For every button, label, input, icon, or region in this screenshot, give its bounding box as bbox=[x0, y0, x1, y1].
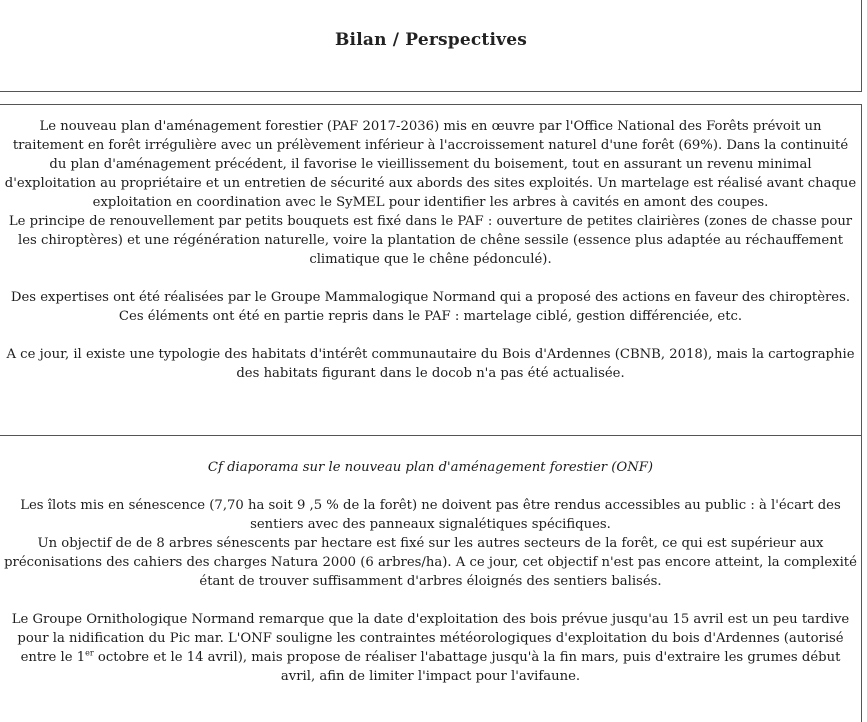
paragraph-habitat-typology: A ce jour, il existe une typologie des habitats d'intérêt communautaire du Bois d'Ardennes (CBNB, 2018), mais la cartographie des habitats figurant dans le docob n'a pas été actualisée. bbox=[6, 347, 855, 381]
paragraph-paf-plan: Le nouveau plan d'aménagement forestier (PAF 2017-2036) mis en œuvre par l'Office National des Forêts prévoit un traitement en forêt irrégulière avec un prélèvement inférieur à l'accroissement naturel d'une forêt (69%). Dans la continuité du plan d'aménagement précédent, il favorise le vieillissement du boisement, tout en assurant un revenu minimal d'exploitation au propriétaire et un entretien de sécurité aux abords des sites exploités. Un martelage est réalisé avant chaque exploitation en coordination avec le SyMEL pour identifier les arbres à cavités en amont des coupes. bbox=[4, 119, 857, 210]
paragraph-renewal-principle: Le principe de renouvellement par petits bouquets est fixé dans le PAF : ouverture de petites clairières (zones de chasse pour les chiroptères) et une régénération naturelle, voire la plantation de chêne sessile (essence plus adaptée au réchauffement climatique que le chêne pédonculé). bbox=[8, 214, 853, 267]
page-title: Bilan / Perspectives bbox=[334, 30, 527, 50]
title-box bbox=[0, 0, 862, 92]
ornithology-text-start: Le Groupe Ornithologique Normand remarque que la date d'exploitation des bois prévue jusqu'au 15 avril est un peu tardive pour la nidification du Pic mar. L'ONF souligne les contraintes météorologiques d'exploitation du bois d'Ardennes (autorisé entre le 1 bbox=[11, 612, 850, 665]
section-perspectives bbox=[0, 436, 862, 722]
paragraph-gap bbox=[4, 326, 857, 345]
paragraph-gap bbox=[4, 269, 857, 288]
section-assessment bbox=[0, 104, 862, 436]
paragraph-gap bbox=[4, 591, 857, 610]
paragraph-expertise: Des expertises ont été réalisées par le Groupe Mammalogique Normand qui a proposé des actions en faveur des chiroptères. Ces éléments ont été en partie repris dans le PAF : martelage ciblé, gestion différenciée, etc. bbox=[10, 290, 851, 324]
paragraph-senescence-islets: Les îlots mis en sénescence (7,70 ha soit 9 ,5 % de la forêt) ne doivent pas être rendus accessibles au public : à l'écart des sentiers avec des panneaux signalétiques spécifiques. bbox=[20, 498, 841, 532]
ornithology-text-end: octobre et le 14 avril), mais propose de réaliser l'abattage jusqu'à la fin mars, puis d'extraire les grumes début avril, afin de limiter l'impact pour l'avifaune. bbox=[93, 650, 841, 684]
paragraph-gap bbox=[4, 477, 857, 496]
slideshow-reference-note: Cf diaporama sur le nouveau plan d'aménagement forestier (ONF) bbox=[207, 460, 654, 475]
paragraph-senescent-trees-objective: Un objectif de de 8 arbres sénescents par hectare est fixé sur les autres secteurs de la forêt, ce qui est supérieur aux préconisations des cahiers des charges Natura 2000 (6 arbres/ha). A ce jour, cet objectif n'est pas encore atteint, la complexité étant de trouver suffisamment d'arbres éloignés des sentiers balisés. bbox=[4, 536, 857, 589]
paragraph-ornithology-remark bbox=[4, 610, 857, 686]
ordinal-superscript: er bbox=[85, 648, 94, 658]
